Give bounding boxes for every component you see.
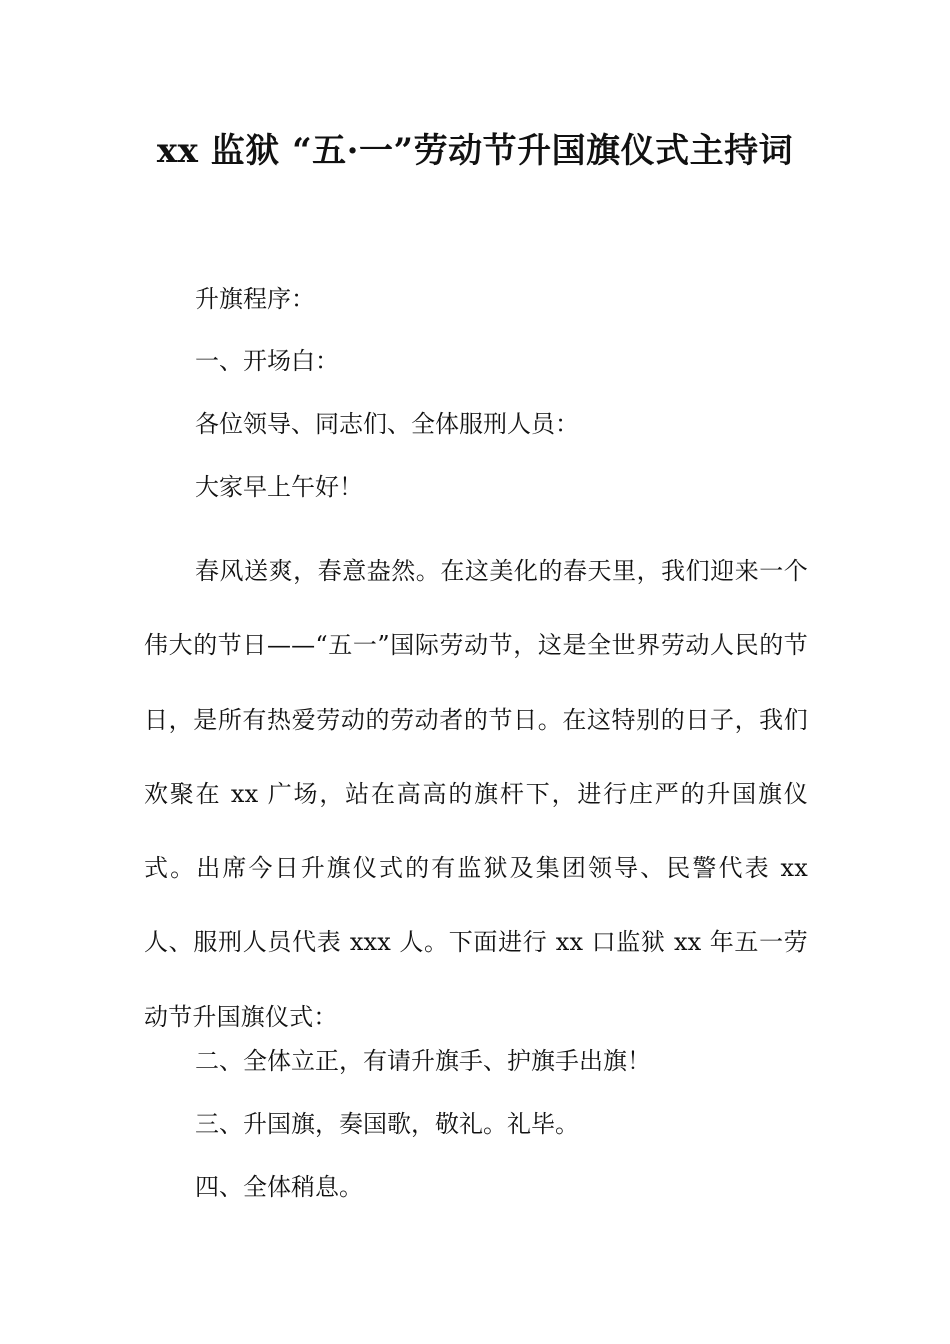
section-four-line: 四、全体稍息。: [195, 1173, 363, 1201]
document-title: xx 监狱 “五·一”劳动节升国旗仪式主持词: [156, 131, 794, 171]
section-one-heading: 一、开场白：: [195, 347, 339, 375]
greeting-line: 各位领导、同志们、全体服刑人员：: [195, 410, 579, 438]
section-two-line: 二、全体立正，有请升旗手、护旗手出旗！: [195, 1047, 651, 1075]
good-morning-line: 大家早上午好！: [195, 473, 363, 501]
section-three-line: 三、升国旗，奏国歌，敬礼。礼毕。: [195, 1110, 579, 1138]
main-paragraph: 春风送爽，春意盎然。在这美化的春天里，我们迎来一个伟大的节日——“五一”国际劳动节，这是全世界劳动人民的节日，是所有热爱劳动的劳动者的节日。在这特别的日子，我们欢聚在 xx 广场，站在高高的旗杆下，进行庄严的升国旗仪式。出席今日升旗仪式的有监狱及集团领导、民警代表 xx 人、服刑人员代表 xxx 人。下面进行 xx 口监狱 xx 年五一劳动节升国旗仪式：: [144, 557, 808, 1031]
procedure-heading: 升旗程序：: [195, 285, 315, 313]
